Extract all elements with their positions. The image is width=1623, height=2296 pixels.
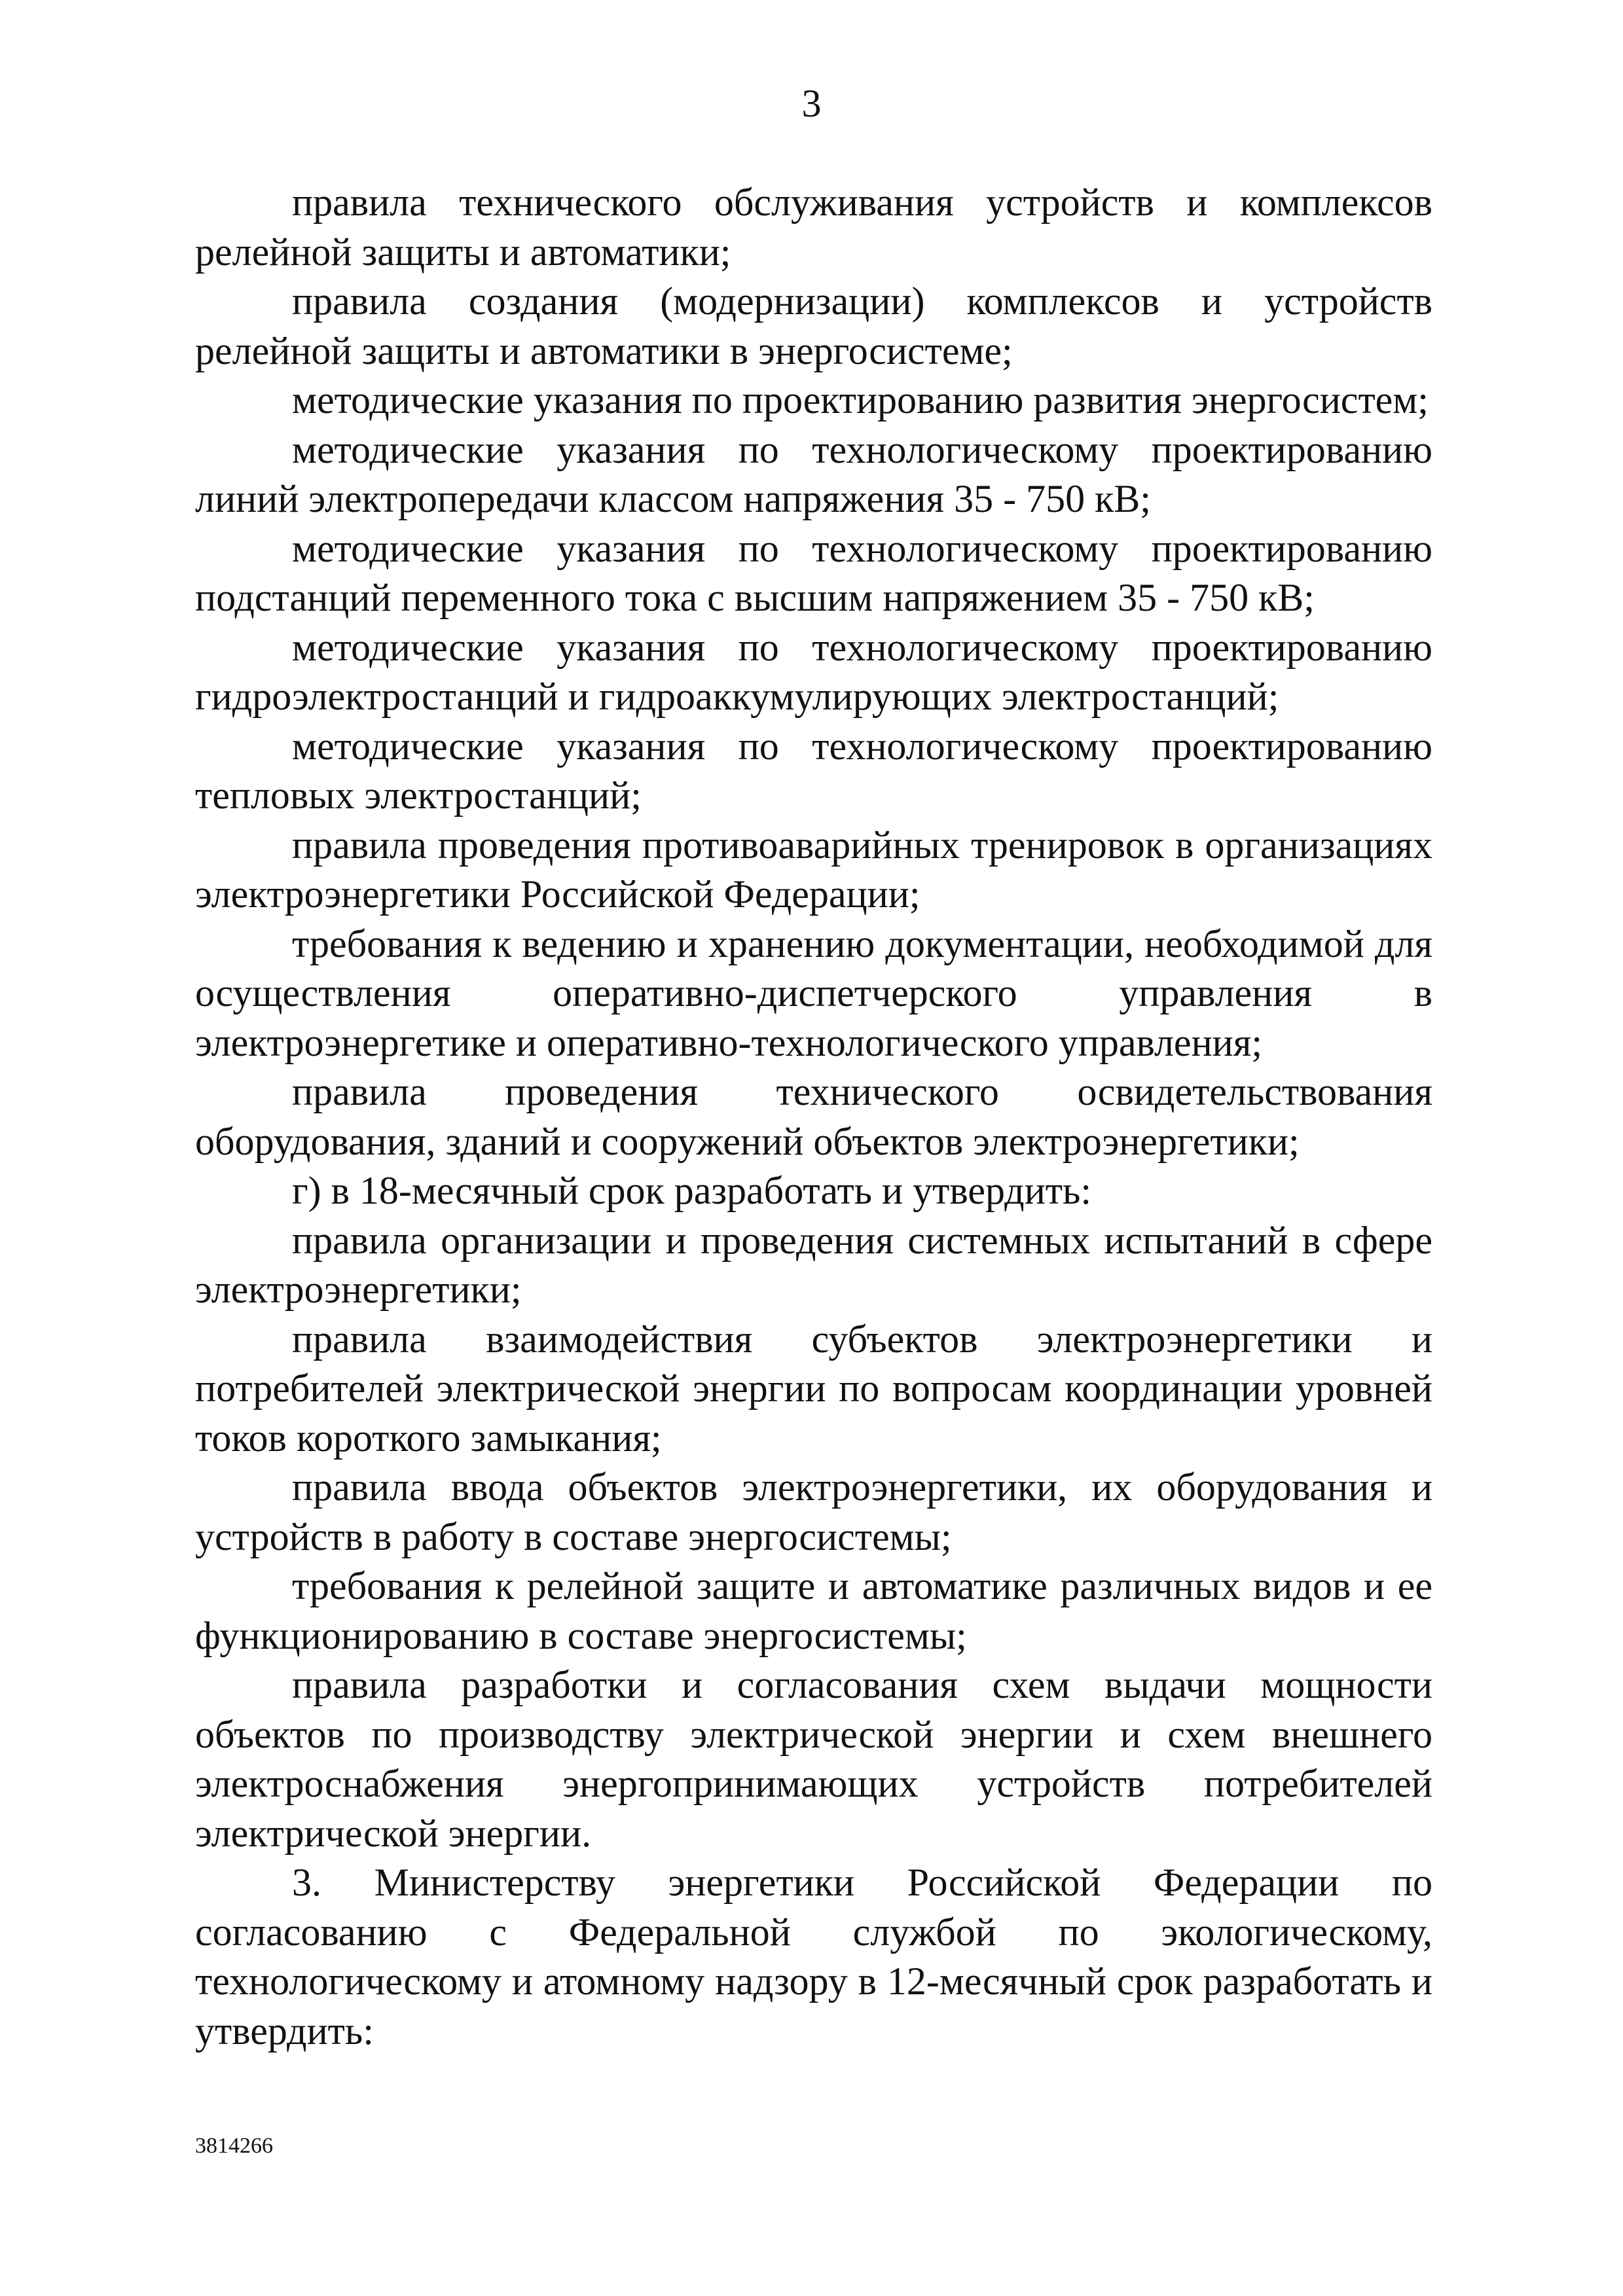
paragraph: методические указания по технологическому проектированию линий электропередачи классом напряжения 35 - 750 кВ; [195,427,1432,520]
document-body [195,178,1432,2056]
paragraph: 3. Министерству энергетики Российской Федерации по согласованию с Федеральной службой по экологическому, технологическому и атомному надзору в 12-месячный срок разработать и утвердить: [195,1861,1432,2053]
paragraph: требования к релейной защите и автоматике различных видов и ее функционированию в составе энергосистемы; [195,1564,1432,1657]
page-number: 3 [801,82,822,125]
document-code: 3814266 [195,2134,273,2158]
paragraph: методические указания по проектированию развития энергосистем; [292,378,1429,422]
paragraph: правила создания (модернизации) комплексов и устройств релейной защиты и автоматики в энергосистеме; [195,279,1432,372]
paragraph: правила технического обслуживания устройств и комплексов релейной защиты и автоматики; [195,181,1432,274]
paragraph: правила взаимодействия субъектов электроэнергетики и потребителей электрической энергии по вопросам координации уровней токов короткого замыкания; [195,1317,1432,1460]
paragraph: методические указания по технологическому проектированию подстанций переменного тока с высшим напряжением 35 - 750 кВ; [195,526,1432,619]
paragraph: методические указания по технологическому проектированию тепловых электростанций; [195,724,1432,817]
paragraph: правила ввода объектов электроэнергетики, их оборудования и устройств в работу в составе энергосистемы; [195,1465,1432,1558]
paragraph: правила организации и проведения системных испытаний в сфере электроэнергетики; [195,1218,1432,1311]
paragraph: правила проведения противоаварийных тренировок в организациях электроэнергетики Российской Федерации; [195,823,1432,916]
paragraph: г) в 18-месячный срок разработать и утвердить: [292,1169,1092,1212]
paragraph: требования к ведению и хранению документации, необходимой для осуществления оперативно-диспетчерского управления в электроэнергетике и оперативно-технологического управления; [195,922,1432,1064]
paragraph: правила разработки и согласования схем выдачи мощности объектов по производству электрической энергии и схем внешнего электроснабжения энергопринимающих устройств потребителей электрической энергии. [195,1663,1432,1855]
paragraph: правила проведения технического освидетельствования оборудования, зданий и сооружений объектов электроэнергетики; [195,1070,1432,1163]
paragraph: методические указания по технологическому проектированию гидроэлектростанций и гидроаккумулирующих электростанций; [195,625,1432,718]
